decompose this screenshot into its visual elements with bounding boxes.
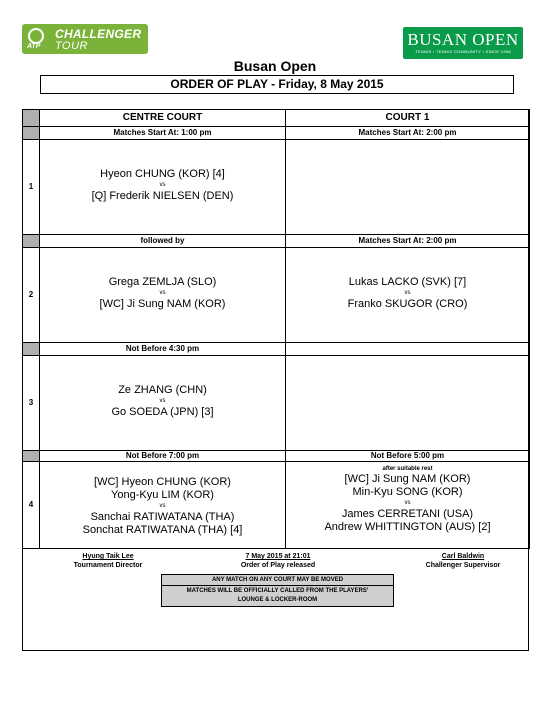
busan-open-logo xyxy=(403,27,523,59)
corner-cell xyxy=(22,109,40,127)
release-time: 7 May 2015 at 21:01 xyxy=(245,553,311,560)
row4-court1-match-cell xyxy=(285,461,530,549)
logo-line-1: CHALLENGER xyxy=(55,27,142,41)
release-status: Order of Play released xyxy=(240,562,316,569)
row3-court1-note xyxy=(285,342,530,356)
row-number: 2 xyxy=(22,247,40,343)
team2-player-1: James CERRETANI (USA) xyxy=(341,508,474,520)
doubles-match xyxy=(40,476,285,537)
release-info xyxy=(193,552,363,570)
row-marker xyxy=(22,126,40,140)
tennis-ball-icon xyxy=(28,28,44,44)
atp-logo-text: ATP xyxy=(27,43,41,50)
team1-player-1: [WC] Hyeon CHUNG (KOR) xyxy=(94,476,231,488)
row1-centre-note: Matches Start At: 1:00 pm xyxy=(39,126,286,140)
page-title: Busan Open xyxy=(233,58,317,74)
team1-player-2: Yong-Kyu LIM (KOR) xyxy=(111,489,214,501)
team1-player-2: Min-Kyu SONG (KOR) xyxy=(352,486,463,498)
row2-centre-note: followed by xyxy=(39,234,286,248)
page-subtitle: ORDER OF PLAY - Friday, 8 May 2015 xyxy=(40,75,514,94)
vs-label: vs xyxy=(404,500,411,506)
busan-logo-tagline: TENNIS • TENNIS COMMUNITY • SINCE 1998 xyxy=(415,49,511,54)
row-number: 4 xyxy=(22,461,40,549)
team1-player-1: [WC] Ji Sung NAM (KOR) xyxy=(344,473,471,485)
row2-centre-match-cell xyxy=(39,247,286,343)
player-1: Lukas LACKO (SVK) [7] xyxy=(348,276,467,288)
challenger-supervisor xyxy=(403,552,523,570)
challenger-tour-logo xyxy=(22,24,148,54)
row3-centre-match-cell xyxy=(39,355,286,451)
vs-label: vs xyxy=(159,290,166,296)
row-number: 3 xyxy=(22,355,40,451)
doubles-match xyxy=(286,465,529,534)
match xyxy=(286,276,529,311)
player-2: [Q] Frederik NIELSEN (DEN) xyxy=(91,190,234,202)
vs-label: vs xyxy=(159,503,166,509)
row3-court1-match-cell xyxy=(285,355,530,451)
supervisor-name: Carl Baldwin xyxy=(441,553,485,560)
row1-centre-match-cell xyxy=(39,139,286,235)
row4-centre-note: Not Before 7:00 pm xyxy=(39,450,286,462)
player-1: Hyeon CHUNG (KOR) [4] xyxy=(100,168,225,180)
row4-centre-match-cell xyxy=(39,461,286,549)
director-name: Hyung Taik Lee xyxy=(82,553,134,560)
court-header-centre: CENTRE COURT xyxy=(39,109,286,127)
row1-court1-match-cell xyxy=(285,139,530,235)
vs-label: vs xyxy=(159,182,166,188)
notice-match-moved: ANY MATCH ON ANY COURT MAY BE MOVED xyxy=(161,574,394,586)
player-1: Ze ZHANG (CHN) xyxy=(118,384,207,396)
row3-centre-note: Not Before 4:30 pm xyxy=(39,342,286,356)
player-1: Grega ZEMLJA (SLO) xyxy=(108,276,217,288)
director-role: Tournament Director xyxy=(73,562,143,569)
player-2: Go SOEDA (JPN) [3] xyxy=(111,406,214,418)
team2-player-1: Sanchai RATIWATANA (THA) xyxy=(90,511,235,523)
tournament-director xyxy=(43,552,173,570)
court-header-court1: COURT 1 xyxy=(285,109,530,127)
notice-line-2: LOUNGE & LOCKER-ROOM xyxy=(237,597,318,603)
logo-line-2: TOUR xyxy=(55,40,88,52)
order-of-play-table xyxy=(22,109,529,651)
match xyxy=(40,276,285,311)
busan-logo-name: BUSAN OPEN xyxy=(407,30,519,49)
team2-player-2: Sonchat RATIWATANA (THA) [4] xyxy=(82,524,243,536)
vs-label: vs xyxy=(404,290,411,296)
row-marker xyxy=(22,342,40,356)
player-2: [WC] Ji Sung NAM (KOR) xyxy=(99,298,226,310)
row4-court1-note: Not Before 5:00 pm xyxy=(285,450,530,462)
row-number: 1 xyxy=(22,139,40,235)
row2-court1-match-cell xyxy=(285,247,530,343)
match xyxy=(40,384,285,419)
supervisor-role: Challenger Supervisor xyxy=(425,562,501,569)
row2-court1-note: Matches Start At: 2:00 pm xyxy=(285,234,530,248)
notice-line-1: MATCHES WILL BE OFFICIALLY CALLED FROM THE PLAYERS' xyxy=(186,588,369,594)
match xyxy=(40,168,285,203)
row1-court1-note: Matches Start At: 2:00 pm xyxy=(285,126,530,140)
match-note: after suitable rest xyxy=(382,466,433,472)
team2-player-2: Andrew WHITTINGTON (AUS) [2] xyxy=(324,521,491,533)
notice-players-lounge xyxy=(161,585,394,607)
player-2: Franko SKUGOR (CRO) xyxy=(347,298,468,310)
vs-label: vs xyxy=(159,398,166,404)
row-marker xyxy=(22,234,40,248)
